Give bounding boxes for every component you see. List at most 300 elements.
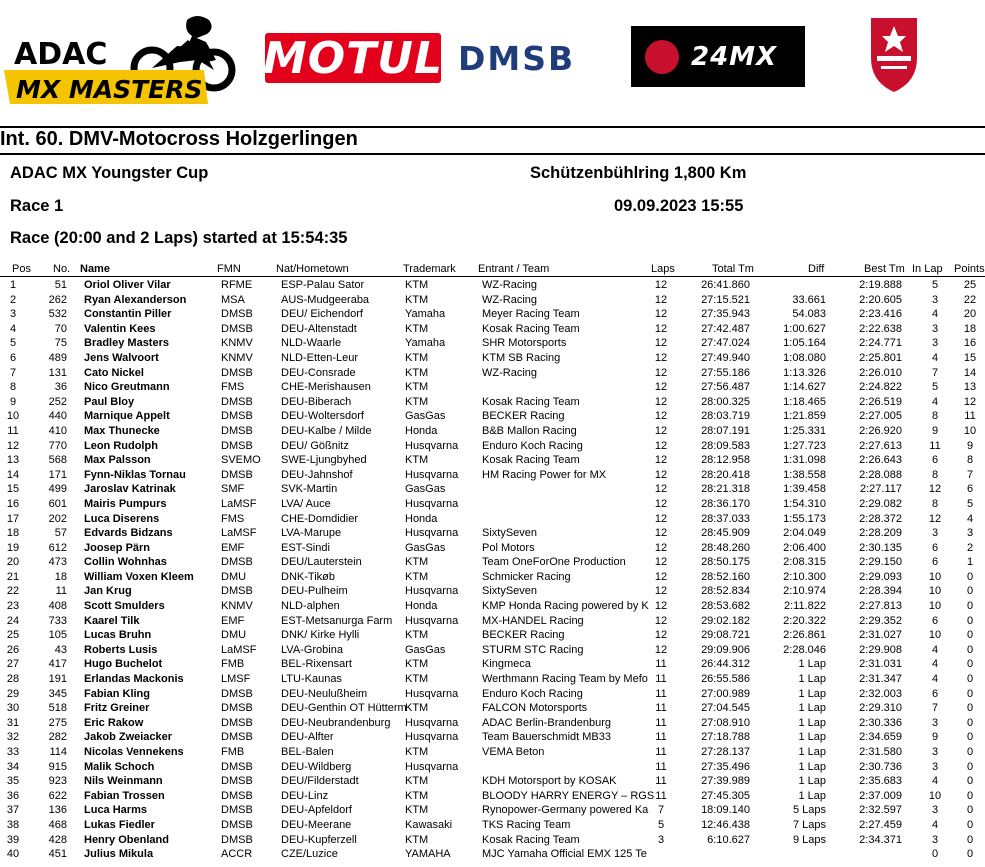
fmn: FMS xyxy=(221,381,245,394)
diff: 1 Lap xyxy=(798,746,826,758)
fmn: RFME xyxy=(221,279,253,291)
table-row xyxy=(0,453,985,468)
table-row xyxy=(0,730,985,745)
entrant-team: Kosak Racing Team xyxy=(482,395,580,408)
best-time: 2:28.394 xyxy=(859,585,902,598)
points: 5 xyxy=(966,497,974,510)
start-number: 518 xyxy=(48,702,67,715)
total-time: 27:35.496 xyxy=(701,760,750,773)
entrant-team: SixtySeven xyxy=(482,527,538,540)
laps: 11 xyxy=(655,731,667,744)
entrant-team: Enduro Koch Racing xyxy=(482,439,583,452)
in-lap: 10 xyxy=(928,789,942,802)
best-time: 2:26.519 xyxy=(859,395,902,408)
table-row xyxy=(0,643,985,658)
in-lap: 3 xyxy=(931,293,939,306)
in-lap: 3 xyxy=(931,746,939,758)
pos: 26 xyxy=(6,643,20,656)
points: 0 xyxy=(966,687,974,700)
diff: 1:25.331 xyxy=(783,424,826,437)
diff: 2:26.861 xyxy=(783,629,826,642)
fmn: DMSB xyxy=(221,789,253,802)
nationality-hometown: DEU-Consrade xyxy=(281,366,356,379)
points: 0 xyxy=(966,731,974,744)
start-number: 408 xyxy=(48,600,67,613)
points: 9 xyxy=(966,439,974,452)
24mx-logo xyxy=(631,26,805,87)
trademark: KTM xyxy=(405,673,429,686)
total-time: 12:46.438 xyxy=(701,818,750,831)
col-name: Name xyxy=(80,263,110,275)
total-time: 28:09.583 xyxy=(701,439,750,452)
fmn: KNMV xyxy=(221,351,253,364)
diff: 1 Lap xyxy=(798,775,826,788)
nationality-hometown: DEU-Wildberg xyxy=(281,760,352,773)
start-number: 275 xyxy=(48,716,67,729)
entrant-team: TKS Racing Team xyxy=(482,818,571,831)
pos: 39 xyxy=(6,833,20,846)
col-fmn: FMN xyxy=(217,263,241,275)
points: 0 xyxy=(966,716,974,729)
table-row xyxy=(0,366,985,381)
rider-name: Nils Weinmann xyxy=(84,775,163,788)
total-time: 28:00.325 xyxy=(701,395,750,408)
pos: 38 xyxy=(6,818,20,831)
diff: 2:04.049 xyxy=(783,527,826,540)
rider-name: Valentin Kees xyxy=(84,322,156,335)
trademark: KTM xyxy=(405,351,429,364)
trademark: KTM xyxy=(405,454,429,467)
dmsb-wordmark: DMSB xyxy=(458,38,576,78)
fmn: DMSB xyxy=(221,833,253,846)
table-row xyxy=(0,555,985,570)
start-number: 36 xyxy=(54,381,67,394)
pos: 14 xyxy=(6,468,20,481)
rider-name: Fabian Trossen xyxy=(84,789,165,802)
start-number: 915 xyxy=(48,760,67,773)
rider-name: Leon Rudolph xyxy=(84,439,158,452)
pos: 28 xyxy=(6,673,20,686)
fmn: DMSB xyxy=(221,585,253,598)
in-lap: 6 xyxy=(931,541,939,554)
total-time: 29:09.906 xyxy=(701,643,750,656)
points: 10 xyxy=(963,424,977,437)
table-row xyxy=(0,380,985,395)
mx-masters-wordmark: MX MASTERS xyxy=(16,75,203,104)
points: 0 xyxy=(966,702,974,715)
laps: 12 xyxy=(654,410,668,423)
fmn: DMSB xyxy=(221,366,253,379)
start-number: 612 xyxy=(48,541,67,554)
points: 0 xyxy=(966,629,974,642)
start-number: 114 xyxy=(49,746,67,758)
start-number: 43 xyxy=(54,643,67,656)
fmn: DMSB xyxy=(221,322,253,335)
pos: 4 xyxy=(9,322,17,335)
laps: 11 xyxy=(655,789,667,802)
laps: 3 xyxy=(657,833,665,846)
points: 15 xyxy=(963,351,977,364)
nationality-hometown: DNK-Tikøb xyxy=(281,570,335,583)
total-time: 26:44.312 xyxy=(701,658,750,671)
total-time: 27:55.186 xyxy=(701,366,750,379)
pos: 13 xyxy=(6,454,20,467)
best-time: 2:29.310 xyxy=(859,702,902,715)
points: 20 xyxy=(963,308,977,321)
total-time: 29:08.721 xyxy=(701,629,750,642)
fmn: DMSB xyxy=(221,775,253,788)
trademark: KTM xyxy=(405,775,429,788)
points: 0 xyxy=(966,848,974,861)
trademark: KTM xyxy=(405,381,429,394)
trademark: GasGas xyxy=(405,643,446,656)
rider-name: Edvards Bidzans xyxy=(84,527,173,540)
best-time: 2:32.003 xyxy=(859,687,902,700)
diff: 9 Laps xyxy=(792,833,826,846)
laps: 12 xyxy=(654,497,668,510)
rider-name: Collin Wohnhas xyxy=(84,556,167,569)
laps: 7 xyxy=(657,804,665,817)
nationality-hometown: BEL-Rixensart xyxy=(281,658,352,671)
rider-name: Malik Schoch xyxy=(84,760,155,773)
laps: 12 xyxy=(654,614,668,627)
best-time: 2:30.736 xyxy=(859,760,902,773)
nationality-hometown: DEU-Woltersdorf xyxy=(281,410,364,423)
best-time: 2:35.683 xyxy=(859,775,902,788)
best-time: 2:29.908 xyxy=(859,643,902,656)
start-number: 105 xyxy=(48,629,67,642)
nationality-hometown: CHE-Domdidier xyxy=(281,512,359,525)
diff: 1:08.080 xyxy=(783,351,826,364)
nationality-hometown: AUS-Mudgeeraba xyxy=(281,293,370,306)
fmn: SVEMO xyxy=(221,454,261,467)
fmn: DMSB xyxy=(221,439,253,452)
motul-wordmark: MOTUL xyxy=(263,32,443,84)
start-number: 410 xyxy=(48,424,67,437)
table-row xyxy=(0,774,985,789)
best-time: 2:27.005 xyxy=(859,410,902,423)
rider-name: Jens Walvoort xyxy=(84,351,159,364)
start-number: 262 xyxy=(48,293,67,306)
fmn: LaMSF xyxy=(221,643,257,656)
pos: 40 xyxy=(6,848,20,861)
nationality-hometown: DEU/Filderstadt xyxy=(281,775,359,788)
points: 2 xyxy=(966,541,974,554)
nationality-hometown: NLD-alphen xyxy=(281,600,340,613)
fmn: LaMSF xyxy=(221,497,257,510)
rider-name: Henry Obenland xyxy=(84,833,169,846)
nationality-hometown: EST-Metsanurga Farm xyxy=(281,614,393,627)
entrant-team: WZ-Racing xyxy=(482,279,538,291)
in-lap: 7 xyxy=(931,702,939,715)
pos: 30 xyxy=(6,702,20,715)
points: 13 xyxy=(963,381,977,394)
pos: 9 xyxy=(9,395,17,408)
entrant-team: KTM SB Racing xyxy=(482,351,561,364)
diff: 2:28.046 xyxy=(783,643,826,656)
start-number: 136 xyxy=(48,804,67,817)
rider-name: Kaarel Tilk xyxy=(84,614,140,627)
race-info: Race (20:00 and 2 Laps) started at 15:54:35 xyxy=(10,229,348,247)
trademark: KTM xyxy=(405,293,429,306)
trademark: Husqvarna xyxy=(405,716,459,729)
fmn: KNMV xyxy=(221,600,253,613)
total-time: 27:47.024 xyxy=(701,337,750,350)
table-row xyxy=(0,584,985,599)
diff: 1 Lap xyxy=(798,789,826,802)
laps: 12 xyxy=(654,629,668,642)
diff: 1 Lap xyxy=(798,673,826,686)
table-row xyxy=(0,570,985,585)
trademark: Husqvarna xyxy=(405,439,459,452)
best-time: 2:24.771 xyxy=(859,337,902,350)
entrant-team: MX-HANDEL Racing xyxy=(482,614,584,627)
rider-name: William Voxen Kleem xyxy=(84,570,194,583)
total-time: 27:56.487 xyxy=(701,381,750,394)
nationality-hometown: DEU-Biberach xyxy=(281,395,352,408)
in-lap: 0 xyxy=(931,848,939,861)
entrant-team: Team OneForOne Production xyxy=(482,556,626,569)
pos: 1 xyxy=(9,279,17,291)
pos: 7 xyxy=(9,366,17,379)
pos: 33 xyxy=(6,746,20,758)
diff: 1:14.627 xyxy=(783,381,826,394)
table-row xyxy=(0,833,985,848)
fmn: DMSB xyxy=(221,804,253,817)
table-row xyxy=(0,322,985,337)
in-lap: 6 xyxy=(931,454,939,467)
trademark: KTM xyxy=(405,322,429,335)
points: 0 xyxy=(966,775,974,788)
diff: 1:05.164 xyxy=(783,337,826,350)
points: 0 xyxy=(966,746,974,758)
nationality-hometown: DEU-Altenstadt xyxy=(281,322,357,335)
in-lap: 6 xyxy=(931,687,939,700)
points: 18 xyxy=(963,322,977,335)
rider-name: Nicolas Vennekens xyxy=(84,746,184,758)
start-number: 252 xyxy=(48,395,67,408)
diff: 1 Lap xyxy=(798,760,826,773)
points: 0 xyxy=(966,585,974,598)
points: 0 xyxy=(966,570,974,583)
laps: 11 xyxy=(655,658,667,671)
table-row xyxy=(0,439,985,454)
rider-name: Eric Rakow xyxy=(84,716,144,729)
points: 3 xyxy=(966,527,974,540)
trademark: KTM xyxy=(405,629,429,642)
nationality-hometown: DEU/Lauterstein xyxy=(281,556,362,569)
diff: 1 Lap xyxy=(798,716,826,729)
nationality-hometown: BEL-Balen xyxy=(281,746,334,758)
laps: 11 xyxy=(655,687,667,700)
rider-name: Fritz Greiner xyxy=(84,702,150,715)
fmn: FMB xyxy=(221,746,245,758)
diff: 1:54.310 xyxy=(783,497,826,510)
trademark: KTM xyxy=(405,789,429,802)
best-time: 2:26.010 xyxy=(859,366,902,379)
fmn: DMU xyxy=(221,570,247,583)
total-time: 27:00.989 xyxy=(701,687,750,700)
best-time: 2:31.347 xyxy=(859,673,902,686)
best-time: 2:31.031 xyxy=(859,658,902,671)
trademark: KTM xyxy=(405,746,429,758)
laps: 12 xyxy=(654,308,668,321)
rider-name: Luca Harms xyxy=(84,804,147,817)
best-time: 2:29.082 xyxy=(859,497,902,510)
entrant-team: SHR Motorsports xyxy=(482,337,567,350)
rider-name: Max Palsson xyxy=(84,454,151,467)
trademark: KTM xyxy=(405,833,429,846)
rider-name: Roberts Lusis xyxy=(84,643,158,656)
total-time: 27:18.788 xyxy=(701,731,750,744)
points: 0 xyxy=(966,804,974,817)
rider-name: Jaroslav Katrinak xyxy=(84,483,176,496)
best-time: 2:37.009 xyxy=(859,789,902,802)
entrant-team: MJC Yamaha Official EMX 125 Te xyxy=(482,848,647,861)
diff: 1:55.173 xyxy=(783,512,826,525)
diff: 1:00.627 xyxy=(783,322,826,335)
table-row xyxy=(0,818,985,833)
laps: 12 xyxy=(654,585,668,598)
pos: 19 xyxy=(6,541,20,554)
col-points: Points xyxy=(954,263,985,275)
total-time: 27:42.487 xyxy=(701,322,750,335)
in-lap: 4 xyxy=(931,308,939,321)
total-time: 28:36.170 xyxy=(701,497,750,510)
laps: 12 xyxy=(654,424,668,437)
in-lap: 4 xyxy=(931,775,939,788)
trademark: Honda xyxy=(405,600,438,613)
points: 0 xyxy=(966,614,974,627)
points: 0 xyxy=(966,658,974,671)
nationality-hometown: DEU/ Eichendorf xyxy=(281,308,363,321)
table-row xyxy=(0,672,985,687)
nationality-hometown: DEU-Kupferzell xyxy=(281,833,357,846)
trademark: KTM xyxy=(405,804,429,817)
total-time: 26:41.860 xyxy=(701,279,750,291)
in-lap: 8 xyxy=(931,497,939,510)
diff: 2:06.400 xyxy=(783,541,826,554)
pos: 35 xyxy=(6,775,20,788)
in-lap: 5 xyxy=(931,381,939,394)
rider-name: Scott Smulders xyxy=(84,600,165,613)
total-time: 27:45.305 xyxy=(701,789,750,802)
in-lap: 3 xyxy=(931,833,939,846)
in-lap: 3 xyxy=(931,804,939,817)
start-number: 473 xyxy=(48,556,67,569)
best-time: 2:29.352 xyxy=(859,614,902,627)
entrant-team: BECKER Racing xyxy=(482,410,565,423)
fmn: DMSB xyxy=(221,556,253,569)
start-number: 51 xyxy=(54,279,67,291)
best-time: 2:29.093 xyxy=(859,570,902,583)
table-row xyxy=(0,293,985,308)
trademark: GasGas xyxy=(405,483,446,496)
total-time: 26:55.586 xyxy=(701,673,750,686)
entrant-team: B&B Mallon Racing xyxy=(482,424,577,437)
diff: 1:18.465 xyxy=(783,395,826,408)
best-time: 2:24.822 xyxy=(859,381,902,394)
nationality-hometown: SWE-Ljungbyhed xyxy=(281,454,367,467)
fmn: EMF xyxy=(221,541,245,554)
diff: 1 Lap xyxy=(798,658,826,671)
in-lap: 10 xyxy=(928,629,942,642)
table-row xyxy=(0,336,985,351)
points: 0 xyxy=(966,643,974,656)
start-number: 532 xyxy=(48,308,67,321)
col-total: Total Tm xyxy=(712,263,754,275)
in-lap: 4 xyxy=(931,818,939,831)
nationality-hometown: LVA-Grobina xyxy=(281,643,343,656)
table-row xyxy=(0,497,985,512)
in-lap: 9 xyxy=(931,424,939,437)
total-time: 28:20.418 xyxy=(701,468,750,481)
trademark: Kawasaki xyxy=(405,818,453,831)
col-pos: Pos xyxy=(12,263,31,275)
total-time: 27:35.943 xyxy=(701,308,750,321)
nationality-hometown: DEU-Apfeldorf xyxy=(281,804,352,817)
diff: 1 Lap xyxy=(798,687,826,700)
rider-name: Jakob Zweiacker xyxy=(84,731,173,744)
table-row xyxy=(0,512,985,527)
nationality-hometown: NLD-Waarle xyxy=(281,337,342,350)
entrant-team: STURM STC Racing xyxy=(482,643,584,656)
nationality-hometown: DEU-Genthin OT Hütterm xyxy=(281,702,407,715)
rider-name: Joosep Pärn xyxy=(84,541,151,554)
total-time: 28:50.175 xyxy=(701,556,750,569)
total-time: 29:02.182 xyxy=(701,614,750,627)
laps: 12 xyxy=(654,381,668,394)
in-lap: 10 xyxy=(928,570,942,583)
entrant-team: VEMA Beton xyxy=(482,746,545,758)
pos: 2 xyxy=(9,293,17,306)
nationality-hometown: DEU-Neubrandenburg xyxy=(281,716,391,729)
table-row xyxy=(0,409,985,424)
fmn: ACCR xyxy=(221,848,253,861)
total-time: 28:48.260 xyxy=(701,541,750,554)
fmn: SMF xyxy=(221,483,245,496)
laps: 12 xyxy=(654,293,668,306)
fmn: LMSF xyxy=(221,673,251,686)
diff: 1:39.458 xyxy=(783,483,826,496)
total-time: 27:08.910 xyxy=(701,716,750,729)
trademark: GasGas xyxy=(405,541,446,554)
laps: 12 xyxy=(654,483,668,496)
laps: 12 xyxy=(654,468,668,481)
start-number: 202 xyxy=(48,512,67,525)
nationality-hometown: DEU-Neulußheim xyxy=(281,687,368,700)
col-nat: Nat/Hometown xyxy=(276,263,349,275)
rider-name: Marnique Appelt xyxy=(84,410,170,423)
nationality-hometown: SVK-Martin xyxy=(281,483,338,496)
rider-name: Erlandas Mackonis xyxy=(84,673,184,686)
table-row xyxy=(0,468,985,483)
best-time: 2:28.088 xyxy=(859,468,902,481)
table-row xyxy=(0,687,985,702)
best-time: 2:30.336 xyxy=(859,716,902,729)
fmn: MSA xyxy=(221,293,245,306)
points: 0 xyxy=(966,833,974,846)
rider-name: Julius Mikula xyxy=(84,848,154,861)
total-time: 18:09.140 xyxy=(701,804,750,817)
start-number: 489 xyxy=(48,351,67,364)
laps: 11 xyxy=(655,746,667,758)
trademark: KTM xyxy=(405,395,429,408)
in-lap: 4 xyxy=(931,643,939,656)
diff: 2:08.315 xyxy=(783,556,826,569)
diff: 33.661 xyxy=(792,293,826,306)
laps: 12 xyxy=(654,454,668,467)
